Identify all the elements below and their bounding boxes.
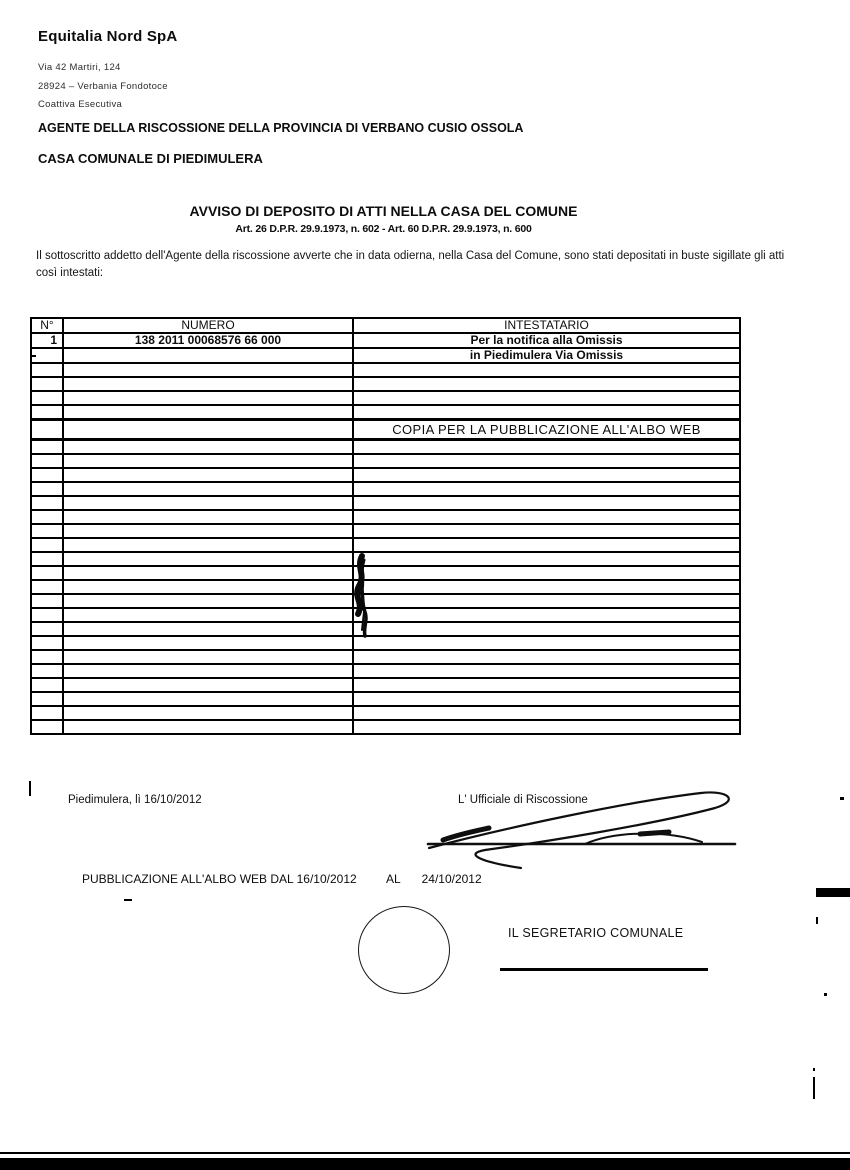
cell-n	[31, 405, 63, 420]
table-row	[31, 363, 740, 377]
table-row	[31, 538, 740, 552]
cell-n	[31, 454, 63, 468]
notice-title-block	[30, 203, 737, 235]
cell-numero	[63, 440, 353, 455]
cell-n	[31, 468, 63, 482]
cell-n	[31, 608, 63, 622]
cell-intestatario: COPIA PER LA PUBBLICAZIONE ALL'ALBO WEB	[353, 420, 740, 440]
deposit-table-body	[31, 333, 740, 734]
cell-numero	[63, 552, 353, 566]
scan-artifact-row2-dash	[31, 355, 36, 357]
table-row	[31, 482, 740, 496]
scan-artifact-table-tail	[29, 781, 31, 796]
cell-intestatario	[353, 692, 740, 706]
cell-numero	[63, 622, 353, 636]
official-signature	[415, 786, 755, 876]
table-row	[31, 664, 740, 678]
scan-artifact-bar-right	[816, 888, 850, 897]
cell-n	[31, 692, 63, 706]
scan-artifact-dot-right-1	[840, 797, 844, 800]
cell-intestatario	[353, 363, 740, 377]
col-header-n: N°	[31, 318, 63, 333]
table-row	[31, 524, 740, 538]
office-line: CASA COMUNALE DI PIEDIMULERA	[38, 151, 263, 166]
cell-n	[31, 678, 63, 692]
cell-intestatario	[353, 496, 740, 510]
cell-n	[31, 524, 63, 538]
secretary-title-label: IL SEGRETARIO COMUNALE	[508, 926, 684, 940]
cell-n	[31, 391, 63, 405]
cell-intestatario	[353, 454, 740, 468]
table-row	[31, 440, 740, 455]
cell-intestatario: in Piedimulera Via Omissis	[353, 348, 740, 363]
cell-n	[31, 566, 63, 580]
cell-intestatario	[353, 706, 740, 720]
cell-intestatario: Per la notifica alla Omissis	[353, 333, 740, 348]
cell-intestatario	[353, 650, 740, 664]
table-row	[31, 552, 740, 566]
sender-address-line-1: Via 42 Martiri, 124	[38, 62, 121, 73]
notice-body: Il sottoscritto addetto dell'Agente della riscossione avverte che in data odierna, nella Casa del Comune, sono stati depositati in buste sigillate gli atti così intestati:	[36, 250, 785, 280]
cell-n	[31, 664, 63, 678]
deposit-table	[30, 317, 741, 735]
agent-line: AGENTE DELLA RISCOSSIONE DELLA PROVINCIA DI VERBANO CUSIO OSSOLA	[38, 121, 524, 135]
cell-intestatario	[353, 594, 740, 608]
cell-n	[31, 622, 63, 636]
cell-numero	[63, 482, 353, 496]
cell-numero	[63, 566, 353, 580]
publication-from-date: 16/10/2012	[296, 872, 357, 886]
publication-to-date: 24/10/2012	[421, 872, 482, 886]
table-row	[31, 678, 740, 692]
cell-n	[31, 440, 63, 455]
scan-artifact-tick-right	[816, 917, 818, 924]
table-row	[31, 608, 740, 622]
table-row	[31, 454, 740, 468]
notice-title: AVVISO DI DEPOSITO DI ATTI NELLA CASA DEL COMUNE	[189, 203, 578, 219]
publication-line	[82, 872, 482, 886]
scan-artifact-bottom-bar	[0, 1158, 850, 1170]
cell-numero	[63, 538, 353, 552]
table-row	[31, 692, 740, 706]
col-header-intestatario: INTESTATARIO	[353, 318, 740, 333]
cell-intestatario	[353, 440, 740, 455]
scan-artifact-dash-publication	[124, 899, 132, 901]
cell-intestatario	[353, 510, 740, 524]
cell-numero	[63, 720, 353, 734]
cell-intestatario	[353, 391, 740, 405]
cell-numero	[63, 348, 353, 363]
cell-n	[31, 636, 63, 650]
cell-numero	[63, 391, 353, 405]
table-row	[31, 650, 740, 664]
cell-intestatario	[353, 377, 740, 391]
col-header-numero: NUMERO	[63, 318, 353, 333]
cell-numero	[63, 692, 353, 706]
secretary-signature-line	[500, 968, 708, 971]
cell-intestatario	[353, 720, 740, 734]
cell-n	[31, 552, 63, 566]
cell-intestatario	[353, 622, 740, 636]
cell-intestatario	[353, 664, 740, 678]
ink-smudge	[346, 550, 380, 642]
table-row	[31, 566, 740, 580]
cell-n	[31, 377, 63, 391]
cell-numero	[63, 580, 353, 594]
cell-n	[31, 594, 63, 608]
cell-numero: 138 2011 00068576 66 000	[63, 333, 353, 348]
cell-n: 1	[31, 333, 63, 348]
cell-intestatario	[353, 608, 740, 622]
table-row	[31, 496, 740, 510]
cell-intestatario	[353, 580, 740, 594]
cell-numero	[63, 420, 353, 440]
scan-artifact-bottom-line	[0, 1152, 850, 1154]
cell-numero	[63, 594, 353, 608]
cell-n	[31, 363, 63, 377]
cell-n	[31, 538, 63, 552]
table-row	[31, 333, 740, 348]
scan-artifact-vline-right	[813, 1077, 815, 1099]
table-row	[31, 405, 740, 420]
official-title-label: L' Ufficiale di Riscossione	[458, 794, 588, 806]
publication-al-label: AL	[386, 872, 401, 886]
sender-address-line-2: 28924 – Verbania Fondotoce	[38, 81, 168, 92]
cell-n	[31, 580, 63, 594]
cell-numero	[63, 608, 353, 622]
cell-numero	[63, 636, 353, 650]
cell-numero	[63, 664, 353, 678]
cell-intestatario	[353, 678, 740, 692]
cell-numero	[63, 405, 353, 420]
cell-intestatario	[353, 405, 740, 420]
cell-n	[31, 420, 63, 440]
table-row	[31, 706, 740, 720]
notice-subtitle: Art. 26 D.P.R. 29.9.1973, n. 602 - Art. 60 D.P.R. 29.9.1973, n. 600	[235, 223, 532, 235]
cell-n	[31, 650, 63, 664]
cell-numero	[63, 496, 353, 510]
table-row	[31, 377, 740, 391]
cell-intestatario	[353, 636, 740, 650]
place-date: Piedimulera, lì 16/10/2012	[68, 794, 202, 806]
cell-n	[31, 482, 63, 496]
table-row	[31, 720, 740, 734]
table-row	[31, 636, 740, 650]
table-row	[31, 622, 740, 636]
cell-intestatario	[353, 538, 740, 552]
stamp-circle	[358, 906, 450, 994]
cell-intestatario	[353, 566, 740, 580]
publication-label: PUBBLICAZIONE ALL'ALBO WEB DAL	[82, 872, 294, 886]
scan-artifact-dot-right-2	[824, 993, 827, 996]
cell-intestatario	[353, 552, 740, 566]
cell-intestatario	[353, 482, 740, 496]
cell-numero	[63, 454, 353, 468]
cell-numero	[63, 510, 353, 524]
sender-address-line-3: Coattiva Esecutiva	[38, 99, 123, 110]
table-header-row	[31, 318, 740, 333]
table-row	[31, 580, 740, 594]
cell-numero	[63, 363, 353, 377]
table-row	[31, 468, 740, 482]
table-row	[31, 420, 740, 440]
table-row	[31, 391, 740, 405]
cell-n	[31, 706, 63, 720]
cell-numero	[63, 650, 353, 664]
table-row	[31, 594, 740, 608]
cell-n	[31, 510, 63, 524]
cell-numero	[63, 377, 353, 391]
cell-intestatario	[353, 524, 740, 538]
table-row	[31, 510, 740, 524]
sender-name: Equitalia Nord SpA	[38, 28, 178, 45]
table-row	[31, 348, 740, 363]
cell-numero	[63, 706, 353, 720]
cell-numero	[63, 524, 353, 538]
cell-numero	[63, 678, 353, 692]
cell-n	[31, 496, 63, 510]
cell-n	[31, 720, 63, 734]
cell-intestatario	[353, 468, 740, 482]
scan-artifact-dot-right-3	[813, 1068, 815, 1071]
cell-numero	[63, 468, 353, 482]
